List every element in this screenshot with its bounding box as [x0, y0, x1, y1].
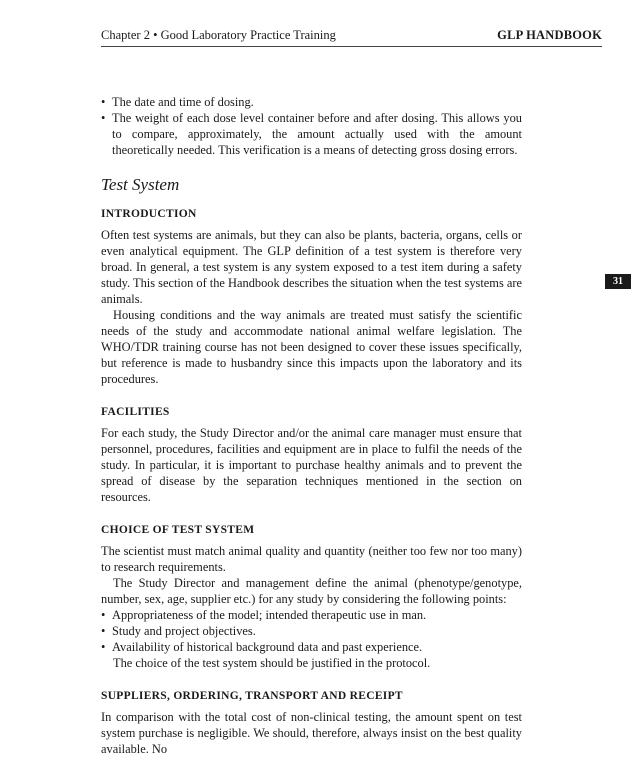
running-header [101, 28, 602, 46]
bullet-icon: • [101, 111, 106, 125]
subheading-choice-of-test-system: CHOICE OF TEST SYSTEM [101, 524, 255, 536]
list-item: • Availability of historical background data and past experience. [101, 640, 423, 654]
paragraph: For each study, the Study Director and/or the animal care manager must ensure that personnel, procedures, facilities and equipment are in place to fulfil the needs of the study. In particular, it is important to purchase healthy animals and to prevent the spread of disease by the separation techniques mentioned in the section on resources. [101, 426, 522, 504]
choice-bullet-list [101, 607, 522, 655]
paragraph: The choice of the test system should be justified in the protocol. [113, 656, 431, 670]
list-item: • Appropriateness of the model; intended therapeutic use in man. [101, 608, 427, 622]
bullet-icon: • [101, 608, 106, 622]
chapter-title: Chapter 2 • Good Laboratory Practice Training [101, 28, 336, 42]
paragraph: Housing conditions and the way animals are treated must satisfy the scientific needs of the study and accommodate national animal welfare legislation. The WHO/TDR training course has not been designed to cover these issues specifically, but reference is made to husbandry since this impacts upon the laboratory and its procedures. [101, 308, 522, 386]
bullet-icon: • [101, 95, 106, 109]
header-divider [101, 46, 602, 47]
intro-bullet-list [101, 94, 522, 158]
bullet-icon: • [101, 640, 106, 654]
list-item: • The weight of each dose level container before and after dosing. This allows you to compare, approximately, the amount actually used with the amount theoretically needed. This verification is a means of detecting gross dosing errors. [101, 111, 522, 157]
subheading-suppliers: SUPPLIERS, ORDERING, TRANSPORT AND RECEIPT [101, 690, 403, 702]
paragraph: In comparison with the total cost of non-clinical testing, the amount spent on test system purchase is negligible. We should, therefore, always insist on the best quality available. No [101, 710, 522, 756]
paragraph: The scientist must match animal quality and quantity (neither too few nor too many) to research requirements. [101, 544, 522, 574]
list-item: • The date and time of dosing. [101, 95, 254, 109]
book-title: GLP HANDBOOK [497, 28, 602, 42]
paragraph: Often test systems are animals, but they can also be plants, bacteria, organs, cells or even analytical equipment. The GLP definition of a test system is therefore very broad. In general, a test system is any system exposed to a test item during a safety study. This section of the Handbook describes the situation when the test systems are animals. [101, 228, 522, 306]
list-item: • Study and project objectives. [101, 624, 256, 638]
subheading-facilities: FACILITIES [101, 406, 170, 418]
bullet-icon: • [101, 624, 106, 638]
section-title: Test System [101, 175, 180, 194]
paragraph: The Study Director and management define the animal (phenotype/genotype, number, sex, age, supplier etc.) for any study by considering the following points: [101, 576, 522, 606]
page-body [101, 94, 522, 757]
page-number-tab: 31 [605, 274, 631, 289]
subheading-introduction: INTRODUCTION [101, 208, 197, 220]
